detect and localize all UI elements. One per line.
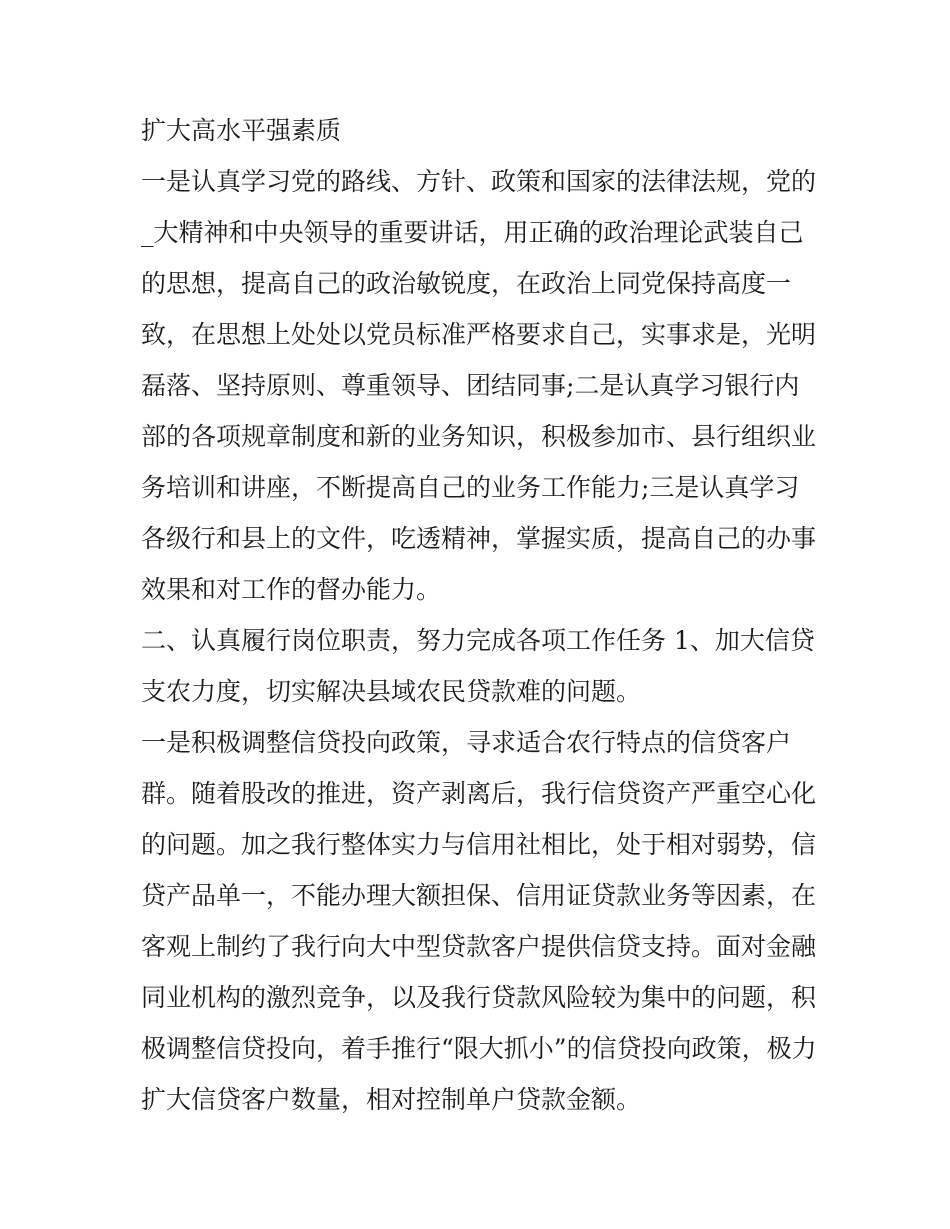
section-heading: 扩大高水平强素质 — [141, 116, 342, 145]
text-line: 效果和对工作的督办能力。 — [141, 575, 442, 604]
text-line: 支农力度，切实解决县域农民贷款难的问题。 — [141, 677, 642, 706]
text-line: 各级行和县上的文件，吃透精神，掌握实质，提高自己的办事 — [141, 524, 817, 553]
text-line: 二、认真履行岗位职责，努力完成各项工作任务 1、加大信贷 — [141, 626, 815, 655]
text-line: 部的各项规章制度和新的业务知识，积极参加市、县行组织业 — [141, 422, 817, 451]
text-line: 一是积极调整信贷投向政策，寻求适合农行特点的信贷客户 — [141, 728, 792, 757]
text-line: 客观上制约了我行向大中型贷款客户提供信贷支持。面对金融 — [141, 932, 817, 961]
text-line: 贷产品单一，不能办理大额担保、信用证贷款业务等因素，在 — [141, 881, 817, 910]
text-line: 极调整信贷投向，着手推行“限大抓小”的信贷投向政策，极力 — [141, 1034, 817, 1063]
text-line: _大精神和中央领导的重要讲话，用正确的政治理论武装自己 — [141, 218, 804, 247]
text-line: 一是认真学习党的路线、方针、政策和国家的法律法规，党的 — [141, 167, 817, 196]
text-line: 务培训和讲座，不断提高自己的业务工作能力;三是认真学习 — [141, 473, 800, 502]
text-line: 群。随着股改的推进，资产剥离后，我行信贷资产严重空心化 — [141, 779, 817, 808]
text-line: 同业机构的激烈竞争，以及我行贷款风险较为集中的问题，积 — [141, 983, 817, 1012]
text-line: 磊落、坚持原则、尊重领导、团结同事;二是认真学习银行内 — [141, 371, 800, 400]
text-line: 的思想，提高自己的政治敏锐度，在政治上同党保持高度一 — [141, 269, 792, 298]
document-body — [141, 105, 821, 1125]
text-line: 的问题。加之我行整体实力与信用社相比，处于相对弱势，信 — [141, 830, 817, 859]
text-line: 致，在思想上处处以党员标准严格要求自己，实事求是，光明 — [141, 320, 817, 349]
text-line: 扩大信贷客户数量，相对控制单户贷款金额。 — [141, 1085, 642, 1114]
